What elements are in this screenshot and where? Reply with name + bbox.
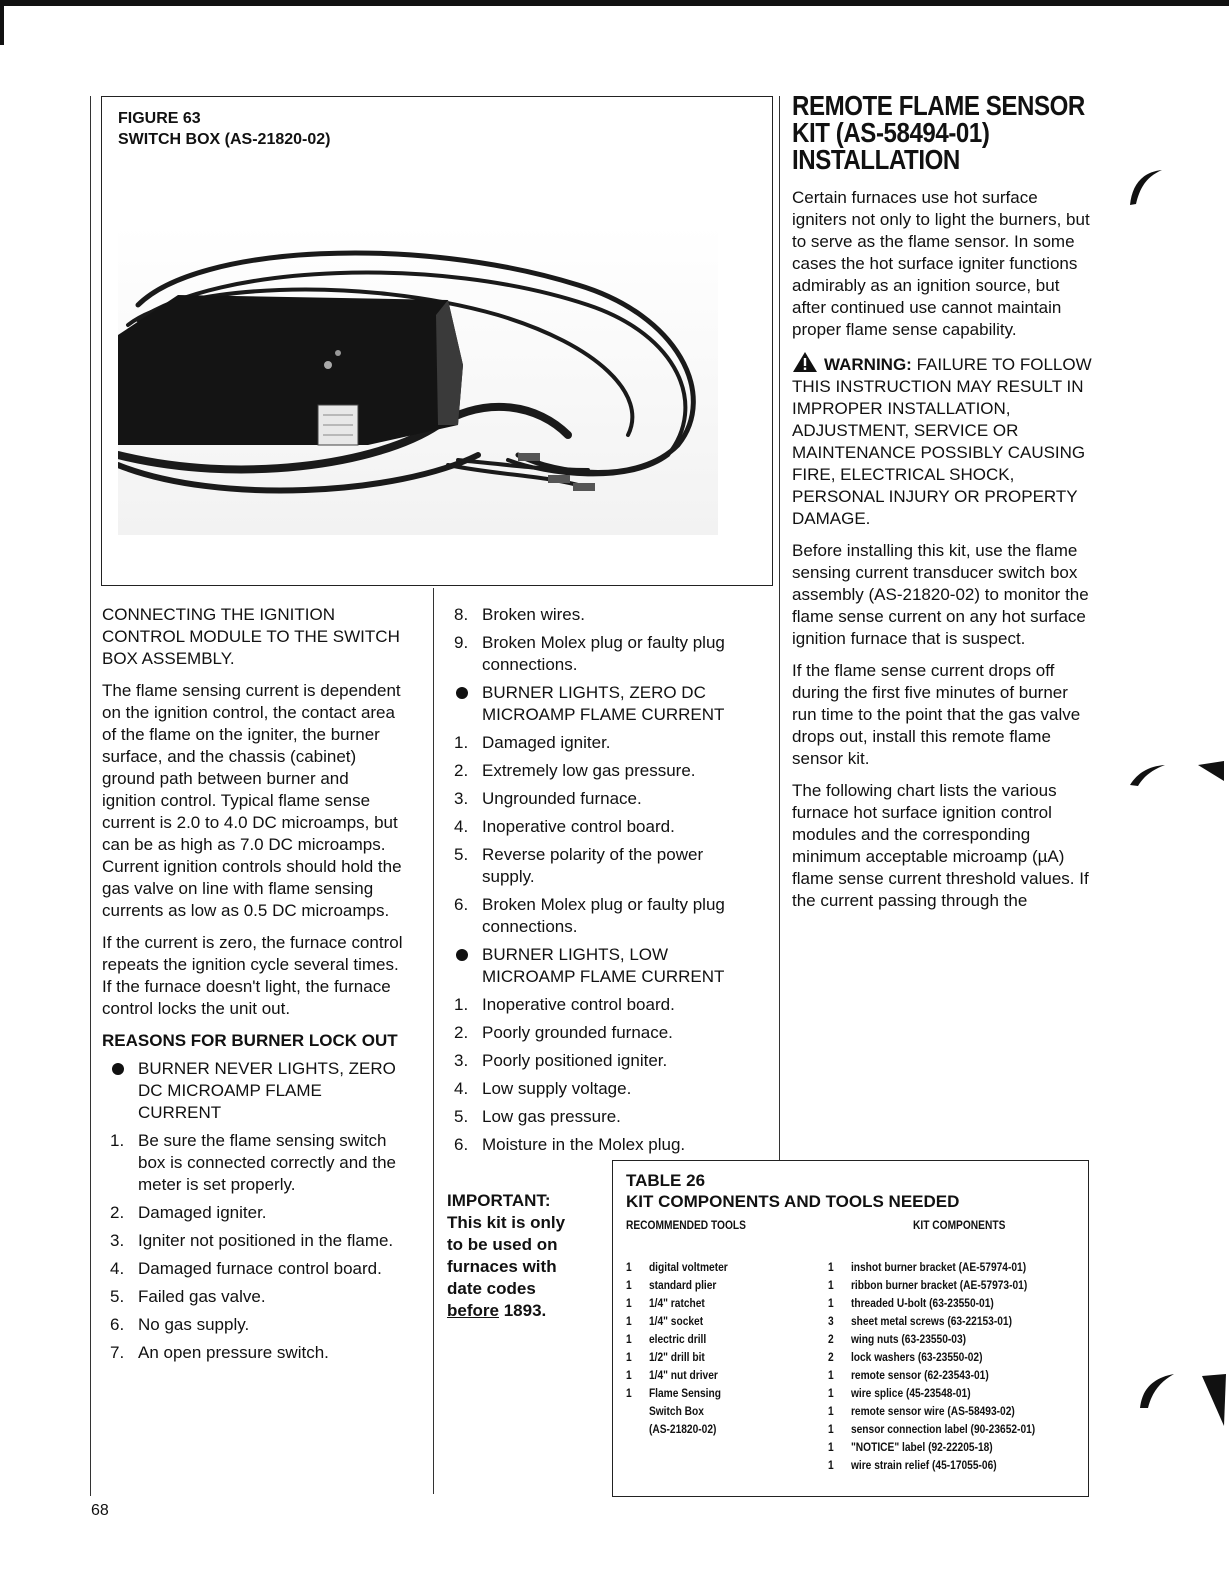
- list-text: Damaged furnace control board.: [138, 1259, 382, 1278]
- list-item: [454, 632, 754, 676]
- top-rule: [0, 0, 1229, 6]
- corner-rule: [0, 0, 4, 45]
- list-number: 6.: [454, 1135, 469, 1154]
- table-row: [828, 1456, 1083, 1474]
- list-text: Ungrounded furnace.: [482, 789, 642, 808]
- item: (AS-21820-02): [648, 1422, 717, 1436]
- item: Switch Box: [648, 1404, 704, 1418]
- table-row: [828, 1330, 1083, 1348]
- figure-title: [118, 108, 331, 150]
- list-text: Poorly positioned igniter.: [482, 1051, 668, 1070]
- list-number: 4.: [110, 1259, 125, 1278]
- qty: 1: [828, 1458, 834, 1472]
- list-text: Be sure the flame sensing switch box is connected correctly and the meter is set properly.: [138, 1131, 396, 1194]
- list-number: 7.: [110, 1343, 125, 1362]
- list-number: 2.: [454, 1023, 469, 1042]
- table-row: [828, 1438, 1083, 1456]
- edge-mark-1: [1196, 755, 1226, 795]
- table-row: [828, 1366, 1083, 1384]
- bullet-dot: [456, 687, 468, 699]
- qty: 3: [828, 1314, 834, 1328]
- warning-block: [792, 351, 1092, 530]
- middle-column: [454, 604, 754, 1162]
- list-number: 1.: [454, 995, 469, 1014]
- item: wire strain relief (45-17055-06): [850, 1458, 997, 1472]
- list-text: An open pressure switch.: [138, 1343, 329, 1362]
- list-item: [102, 1314, 407, 1336]
- list-item: [102, 1130, 407, 1196]
- qty: 1: [828, 1278, 834, 1292]
- right-paragraph-2: Before installing this kit, use the flame sensing current transducer switch box assembly (AS-21820-02) to monitor the flame sense current on any hot surface ignition furnace that is suspect.: [792, 541, 1089, 648]
- qty: 1: [828, 1296, 834, 1310]
- list-item: [454, 1022, 754, 1044]
- item: "NOTICE" label (92-22205-18): [850, 1440, 993, 1454]
- list-text: Moisture in the Molex plug.: [482, 1135, 686, 1154]
- table-row: [626, 1384, 805, 1402]
- qty: 1: [626, 1296, 632, 1310]
- table-row: [828, 1294, 1083, 1312]
- list-text: Damaged igniter.: [482, 733, 611, 752]
- list-text: Reverse polarity of the power supply.: [482, 845, 704, 886]
- binder-hole-mark-1: [1120, 160, 1180, 220]
- table-row: [626, 1312, 805, 1330]
- table-row: [828, 1348, 1083, 1366]
- right-paragraph-3: If the flame sense current drops off during the first five minutes of burner run time to the point that the gas valve drops out, install this remote flame sensor kit.: [792, 661, 1081, 768]
- list-number: 5.: [454, 1107, 469, 1126]
- qty: 1: [828, 1386, 834, 1400]
- qty: 2: [828, 1350, 834, 1364]
- table-caption: KIT COMPONENTS AND TOOLS NEEDED: [626, 1192, 960, 1211]
- list-item: [454, 816, 754, 838]
- table-row: [626, 1420, 805, 1438]
- list-number: 2.: [454, 761, 469, 780]
- tools-list: [626, 1258, 805, 1438]
- bullet-never-lights: [102, 1058, 407, 1124]
- list-item: [102, 1342, 407, 1364]
- important-label: IMPORTANT:: [447, 1191, 551, 1210]
- right-paragraph-4: The following chart lists the various furnace hot surface ignition control modules and the corresponding minimum acceptable microamp (µA) flame sense current threshold values. If the current passing through the: [792, 781, 1089, 910]
- list-text: Damaged igniter.: [138, 1203, 267, 1222]
- warning-icon: [792, 351, 818, 373]
- list-item: [454, 844, 754, 888]
- item: wing nuts (63-23550-03): [850, 1332, 967, 1346]
- figure-caption: SWITCH BOX (AS-21820-02): [118, 131, 331, 148]
- item: remote sensor (62-23543-01): [850, 1368, 989, 1382]
- table-row: [828, 1258, 1083, 1276]
- list-text: No gas supply.: [138, 1315, 250, 1334]
- list-item: [454, 894, 754, 938]
- left-margin-rule: [90, 96, 91, 1496]
- item: sensor connection label (90-23652-01): [850, 1422, 1036, 1436]
- edge-mark-2: [1200, 1370, 1228, 1430]
- list-text: Broken Molex plug or faulty plug connections.: [482, 633, 725, 674]
- list-number: 2.: [110, 1203, 125, 1222]
- warning-text: FAILURE TO FOLLOW THIS INSTRUCTION MAY RESULT IN IMPROPER INSTALLATION, ADJUSTMENT, SERVICE OR MAINTENANCE POSSIBLY CAUSING FIRE, ELECTRICAL SHOCK, PERSONAL INJURY OR PROPERTY DAMAGE.: [792, 355, 1092, 528]
- table-row: [626, 1258, 805, 1276]
- bullet-zero-current: [454, 682, 754, 726]
- left-paragraph-1: The flame sensing current is dependent on the ignition control, the contact area of the flame on the igniter, the burner surface, and the chassis (cabinet) ground path between burner and ignition control. Typical flame sense current is 2.0 to 4.0 DC microamps, but can be as high as 7.0 DC microamps. Current ignition controls should hold the gas valve on line with flame sensing currents as low as 0.5 DC microamps.: [102, 681, 402, 920]
- list-text: Low gas pressure.: [482, 1107, 621, 1126]
- item: 1/2" drill bit: [648, 1350, 705, 1364]
- qty: 1: [626, 1278, 632, 1292]
- components-header: KIT COMPONENTS: [913, 1218, 1006, 1232]
- table-row: [828, 1384, 1083, 1402]
- list-item: [454, 732, 754, 754]
- list-number: 3.: [454, 1051, 469, 1070]
- list-number: 4.: [454, 1079, 469, 1098]
- item: Flame Sensing: [648, 1386, 721, 1400]
- list-item: [454, 760, 754, 782]
- qty: [626, 1420, 649, 1438]
- switch-box-photo: [118, 225, 718, 535]
- qty: 1: [828, 1368, 834, 1382]
- qty: 1: [626, 1350, 632, 1364]
- important-underlined: before: [447, 1301, 499, 1320]
- list-number: 9.: [454, 633, 469, 652]
- item: standard plier: [648, 1278, 717, 1292]
- qty: 1: [828, 1440, 834, 1454]
- list-number: 1.: [110, 1131, 125, 1150]
- list-never-lights: [102, 1130, 407, 1364]
- left-paragraph-2: If the current is zero, the furnace control repeats the ignition cycle several times. If the furnace doesn't light, the furnace control locks the unit out.: [102, 933, 403, 1018]
- section-title: REMOTE FLAME SENSOR KIT (AS-58494-01) INSTALLATION: [792, 90, 1085, 175]
- list-text: Inoperative control board.: [482, 817, 675, 836]
- list-item: [454, 1134, 754, 1156]
- list-text: Low supply voltage.: [482, 1079, 632, 1098]
- intro-heading: CONNECTING THE IGNITION CONTROL MODULE TO THE SWITCH BOX ASSEMBLY.: [102, 605, 400, 668]
- binder-hole-mark-3: [1130, 1360, 1190, 1420]
- table-title: [626, 1170, 959, 1212]
- list-number: 3.: [110, 1231, 125, 1250]
- list-number: 3.: [454, 789, 469, 808]
- table-row: [828, 1312, 1083, 1330]
- item: 1/4" ratchet: [648, 1296, 705, 1310]
- list-number: 6.: [454, 895, 469, 914]
- item: inshot burner bracket (AE-57974-01): [850, 1260, 1027, 1274]
- table-label: TABLE 26: [626, 1171, 706, 1190]
- item: 1/4" nut driver: [648, 1368, 718, 1382]
- list-number: 1.: [454, 733, 469, 752]
- list-item: [454, 604, 754, 626]
- qty: 1: [626, 1260, 632, 1274]
- page-number: 68: [91, 1502, 109, 1519]
- table-row: [626, 1330, 805, 1348]
- item: threaded U-bolt (63-23550-01): [850, 1296, 994, 1310]
- table-row: [828, 1420, 1083, 1438]
- binder-hole-mark-2: [1120, 750, 1180, 810]
- list-item: [102, 1286, 407, 1308]
- item: 1/4" socket: [648, 1314, 704, 1328]
- qty: [626, 1402, 649, 1420]
- table-row: [626, 1366, 805, 1384]
- qty: 1: [828, 1260, 834, 1274]
- table-row: [828, 1402, 1083, 1420]
- list-text: Extremely low gas pressure.: [482, 761, 696, 780]
- list-text: Inoperative control board.: [482, 995, 675, 1014]
- item: digital voltmeter: [648, 1260, 728, 1274]
- list-number: 5.: [110, 1287, 125, 1306]
- bullet-text: BURNER LIGHTS, ZERO DC MICROAMP FLAME CURRENT: [482, 683, 725, 724]
- tools-header: RECOMMENDED TOOLS: [626, 1218, 746, 1232]
- middle-column-rule: [433, 588, 434, 1494]
- list-item: [102, 1230, 407, 1252]
- item: remote sensor wire (AS-58493-02): [850, 1404, 1015, 1418]
- bullet-dot: [456, 949, 468, 961]
- list-text: Broken wires.: [482, 605, 585, 624]
- important-date: 1893.: [503, 1301, 547, 1320]
- bullet-dot: [112, 1063, 124, 1075]
- item: wire splice (45-23548-01): [850, 1386, 971, 1400]
- list-number: 5.: [454, 845, 469, 864]
- qty: 1: [626, 1314, 632, 1328]
- item: lock washers (63-23550-02): [850, 1350, 983, 1364]
- qty: 1: [828, 1422, 834, 1436]
- item: sheet metal screws (63-22153-01): [850, 1314, 1012, 1328]
- list-text: Failed gas valve.: [138, 1287, 266, 1306]
- qty: 1: [626, 1332, 632, 1346]
- list-number: 6.: [110, 1315, 125, 1334]
- qty: 1: [626, 1386, 632, 1400]
- list-text: Igniter not positioned in the flame.: [138, 1231, 394, 1250]
- list-item: [102, 1202, 407, 1224]
- list-item: [454, 1050, 754, 1072]
- bullet-text: BURNER NEVER LIGHTS, ZERO DC MICROAMP FLAME CURRENT: [138, 1059, 396, 1122]
- bullet-low-current: [454, 944, 754, 988]
- item: ribbon burner bracket (AE-57973-01): [850, 1278, 1028, 1292]
- table-row: [626, 1276, 805, 1294]
- right-paragraph-1: Certain furnaces use hot surface igniters not only to light the burners, but to serve as the flame sensor. In some cases the hot surface igniter functions admirably as an ignition source, but after continued use cannot maintain proper flame sense capability.: [792, 188, 1090, 339]
- warning-label: WARNING:: [824, 355, 912, 374]
- right-column: [792, 92, 1092, 922]
- components-list: [828, 1258, 1083, 1474]
- list-item: [454, 994, 754, 1016]
- list-number: 4.: [454, 817, 469, 836]
- reasons-heading: REASONS FOR BURNER LOCK OUT: [102, 1031, 398, 1050]
- table-row: [626, 1294, 805, 1312]
- list-text: Broken Molex plug or faulty plug connections.: [482, 895, 725, 936]
- table-row: [626, 1402, 805, 1420]
- list-text: Poorly grounded furnace.: [482, 1023, 673, 1042]
- list-number: 8.: [454, 605, 469, 624]
- qty: 2: [828, 1332, 834, 1346]
- important-text: This kit is only to be used on furnaces with date codes: [447, 1213, 566, 1298]
- table-row: [626, 1348, 805, 1366]
- list-item: [454, 1078, 754, 1100]
- right-column-rule: [779, 96, 780, 1160]
- important-note: [447, 1190, 577, 1322]
- table-row: [828, 1276, 1083, 1294]
- list-item: [454, 1106, 754, 1128]
- left-column: [102, 604, 407, 1370]
- bullet-text: BURNER LIGHTS, LOW MICROAMP FLAME CURRENT: [482, 945, 725, 986]
- item: electric drill: [648, 1332, 707, 1346]
- figure-label: FIGURE 63: [118, 110, 201, 127]
- list-item: [454, 788, 754, 810]
- qty: 1: [626, 1368, 632, 1382]
- list-item: [102, 1258, 407, 1280]
- qty: 1: [828, 1404, 834, 1418]
